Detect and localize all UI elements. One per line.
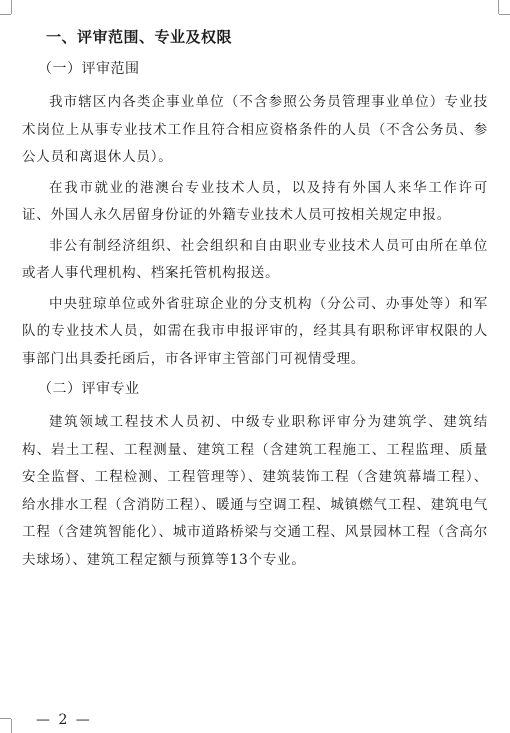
paragraph: 在我市就业的港澳台专业技术人员，以及持有外国人来华工作许可证、外国人永久居留身份证的外籍专业技术人员可按相关规定申报。 [22, 179, 488, 223]
subsection-title-scope: （一）评审范围 [38, 61, 140, 77]
paragraph: 非公有制经济组织、社会组织和自由职业专业技术人员可由所在单位或者人事代理机构、档案托管机构报送。 [22, 237, 488, 281]
paragraph: 中央驻琼单位或外省驻琼企业的分支机构（分公司、办事处等）和军队的专业技术人员，如需在我市申报评审的，经其具有职称评审权限的人事部门出具委托函后，市各评审主管部门可视情受理。 [22, 295, 488, 367]
paragraph: 我市辖区内各类企事业单位（不含参照公务员管理事业单位）专业技术岗位上从事专业技术工作且符合相应资格条件的人员（不含公务员、参公人员和离退休人员）。 [22, 94, 488, 165]
crop-mark-bottom-left [11, 719, 12, 733]
document-body [22, 27, 488, 577]
page-number: — 2 — [36, 712, 92, 728]
subsection-title-specialties: （二）评审专业 [38, 381, 140, 397]
crop-mark-bottom-left [0, 718, 11, 719]
paragraph: 建筑领域工程技术人员初、中级专业职称评审分为建筑学、建筑结构、岩土工程、工程测量、建筑工程（含建筑工程施工、工程监理、质量安全监督、工程检测、工程管理等）、建筑装饰工程（含建筑幕墙工程）、给水排水工程（含消防工程）、暖通与空调工程、城镇燃气工程、建筑电气工程（含建筑智能化）、城市道路桥梁与交通工程、风景园林工程（含高尔夫球场）、建筑工程定额与预算等13个专业。 [22, 414, 488, 568]
crop-mark-top-left [0, 14, 11, 15]
crop-mark-top-right [498, 0, 499, 14]
section-heading: 一、评审范围、专业及权限 [46, 28, 233, 46]
crop-mark-top-right [499, 14, 510, 15]
crop-mark-top-left [11, 0, 12, 14]
